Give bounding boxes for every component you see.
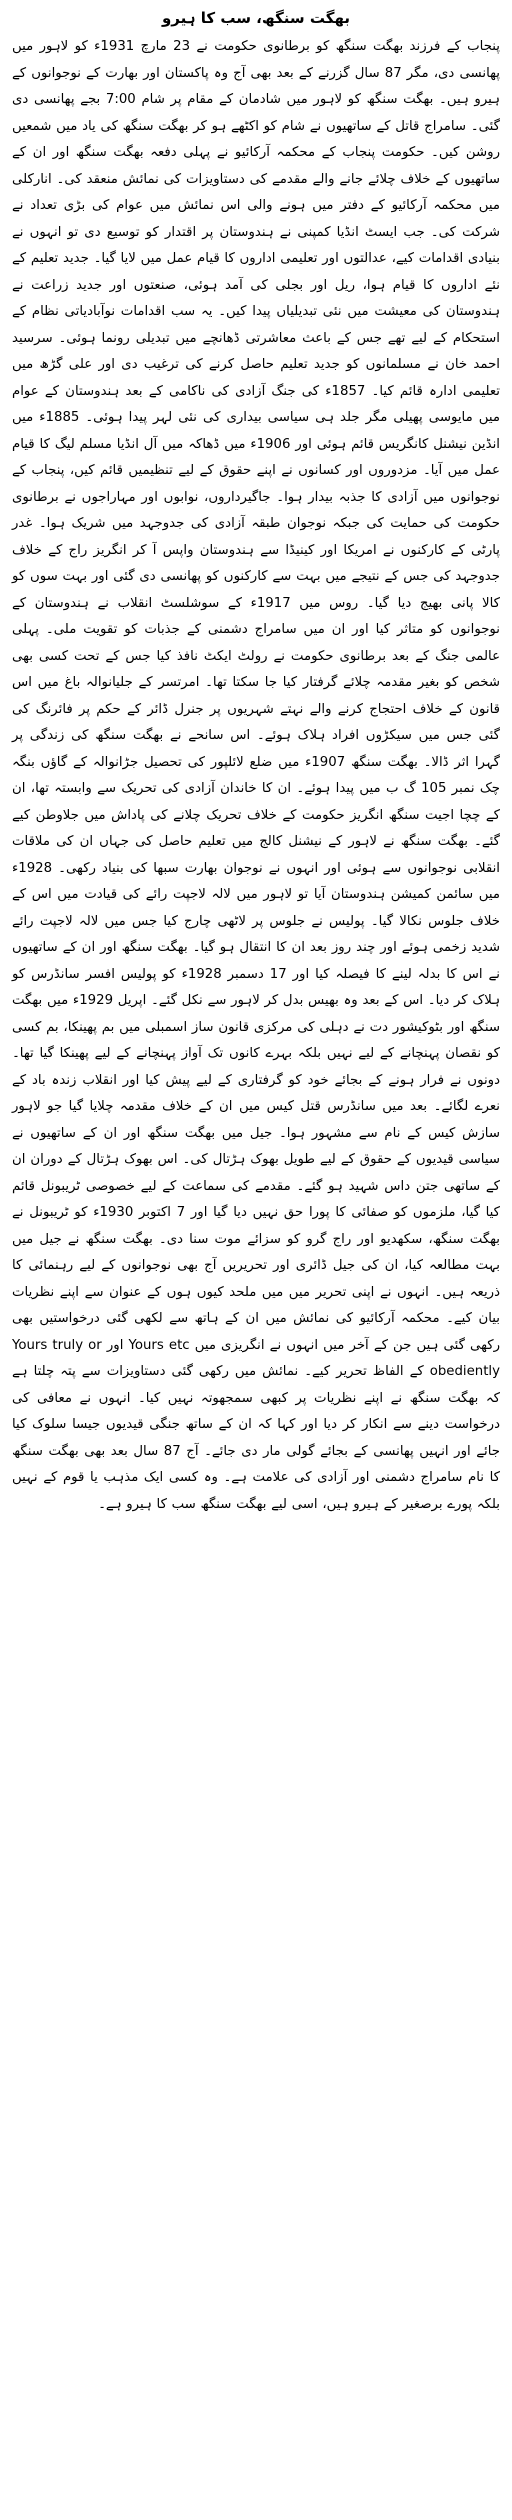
article-body: پنجاب کے فرزند بھگت سنگھ کو برطانوی حکومت نے 23 مارچ 1931ء کو لاہور میں پھانسی دی، مگر 87 سال گزرنے کے بعد بھی آج وہ پاکستان اور بھارت کے نوجوانوں کے ہیرو ہیں۔ بھگت سنگھ کو لاہور میں شادمان کے مقام پر شام 7:00 بجے پھانسی دی گئی۔ سامراج قاتل کے ساتھیوں نے شام کو اکٹھے ہو کر بھگت سنگھ کی یاد میں شمعیں روشن کیں۔ حکومت پنجاب کے محکمہ آرکائیو نے پہلی دفعہ بھگت سنگھ اور ان کے ساتھیوں کے خلاف چلائے جانے والے مقدمے کی دستاویزات کی نمائش منعقد کی۔ انارکلی میں محکمہ آرکائیو کے دفتر میں ہونے والی اس نمائش میں عوام کی بڑی تعداد نے شرکت کی۔ جب ایسٹ انڈیا کمپنی نے ہندوستان پر اقتدار کو توسیع دی تو انہوں نے بنیادی اقدامات کیے، عدالتوں اور تعلیمی اداروں کا قیام عمل میں لایا گیا۔ جدید تعلیم کے نئے اداروں کا قیام ہوا، ریل اور بجلی کی آمد ہوئی، صنعتوں اور جدید زراعت نے ہندوستان کی معیشت میں نئی تبدیلیاں پیدا کیں۔ یہ سب اقدامات نوآبادیاتی نظام کے استحکام کے لیے تھے جس کے باعث معاشرتی ڈھانچے میں تبدیلی رونما ہوئی۔ سرسید احمد خان نے مسلمانوں کو جدید تعلیم حاصل کرنے کی ترغیب دی اور علی گڑھ میں تعلیمی ادارہ قائم کیا۔ 1857ء کی جنگ آزادی کی ناکامی کے بعد ہندوستان کے عوام میں مایوسی پھیلی مگر جلد ہی سیاسی بیداری کی نئی لہر پیدا ہوئی۔ 1885ء میں انڈین نیشنل کانگریس قائم ہوئی اور 1906ء میں ڈھاکہ میں آل انڈیا مسلم لیگ کا قیام عمل میں آیا۔ مزدوروں اور کسانوں نے اپنے حقوق کے لیے تنظیمیں قائم کیں، پنجاب کے نوجوانوں میں آزادی کا جذبہ بیدار ہوا۔ جاگیرداروں، نوابوں اور مہاراجوں نے برطانوی حکومت کی حمایت کی جبکہ نوجوان طبقہ آزادی کی جدوجہد میں شریک ہوا۔ غدر پارٹی کے کارکنوں نے امریکا اور کینیڈا سے ہندوستان واپس آ کر انگریز راج کے خلاف جدوجہد کی جس کے نتیجے میں بہت سے کارکنوں کو پھانسی دی گئی اور بہت سوں کو کالا پانی بھیج دیا گیا۔ روس میں 1917ء کے سوشلسٹ انقلاب نے ہندوستان کے نوجوانوں کو متاثر کیا اور ان میں سامراج دشمنی کے جذبات کو تقویت ملی۔ پہلی عالمی جنگ کے بعد برطانوی حکومت نے رولٹ ایکٹ نافذ کیا جس کے تحت کسی بھی شخص کو بغیر مقدمہ چلائے گرفتار کیا جا سکتا تھا۔ امرتسر کے جلیانوالہ باغ میں اس قانون کے خلاف احتجاج کرنے والے نہتے شہریوں پر جنرل ڈائر کے حکم پر فائرنگ کی گئی جس میں سیکڑوں افراد ہلاک ہوئے۔ اس سانحے نے بھگت سنگھ کی زندگی پر گہرا اثر ڈالا۔ بھگت سنگھ 1907ء میں ضلع لائلپور کی تحصیل جڑانوالہ کے گاؤں بنگہ چک نمبر 105 گ ب میں پیدا ہوئے۔ ان کا خاندان آزادی کی تحریک سے وابستہ تھا، ان کے چچا اجیت سنگھ انگریز حکومت کے خلاف تحریک چلانے کی پاداش میں جلاوطن کیے گئے۔ بھگت سنگھ نے لاہور کے نیشنل کالج میں تعلیم حاصل کی جہاں ان کی ملاقات انقلابی نوجوانوں سے ہوئی اور انہوں نے نوجوان بھارت سبھا کی بنیاد رکھی۔ 1928ء میں سائمن کمیشن ہندوستان آیا تو لاہور میں لالہ لاجپت رائے کی قیادت میں اس کے خلاف جلوس نکالا گیا۔ پولیس نے جلوس پر لاٹھی چارج کیا جس میں لالہ لاجپت رائے شدید زخمی ہوئے اور چند روز بعد ان کا انتقال ہو گیا۔ بھگت سنگھ اور ان کے ساتھیوں نے اس کا بدلہ لینے کا فیصلہ کیا اور 17 دسمبر 1928ء کو پولیس افسر سانڈرس کو ہلاک کر دیا۔ اس کے بعد وہ بھیس بدل کر لاہور سے نکل گئے۔ اپریل 1929ء میں بھگت سنگھ اور بٹوکیشور دت نے دہلی کی مرکزی قانون ساز اسمبلی میں بم پھینکا، بم کسی کو نقصان پہنچانے کے لیے نہیں بلکہ بہرے کانوں تک آواز پہنچانے کے لیے پھینکا گیا تھا۔ دونوں نے فرار ہونے کے بجائے خود کو گرفتاری کے لیے پیش کیا اور انقلاب زندہ باد کے نعرے لگائے۔ بعد میں سانڈرس قتل کیس میں ان کے خلاف مقدمہ چلایا گیا جو لاہور سازش کیس کے نام سے مشہور ہوا۔ جیل میں بھگت سنگھ اور ان کے ساتھیوں نے سیاسی قیدیوں کے حقوق کے لیے طویل بھوک ہڑتال کی۔ اس بھوک ہڑتال کے دوران ان کے ساتھی جتن داس شہید ہو گئے۔ مقدمے کی سماعت کے لیے خصوصی ٹریبونل قائم کیا گیا، ملزموں کو صفائی کا پورا حق نہیں دیا گیا اور 7 اکتوبر 1930ء کو ٹریبونل نے بھگت سنگھ، سکھدیو اور راج گرو کو سزائے موت سنا دی۔ بھگت سنگھ نے جیل میں بہت مطالعہ کیا، ان کی جیل ڈائری اور تحریریں آج بھی نوجوانوں کے لیے رہنمائی کا ذریعہ ہیں۔ انہوں نے اپنی تحریر میں میں ملحد کیوں ہوں کے عنوان سے اپنے نظریات بیان کیے۔ محکمہ آرکائیو کی نمائش میں ان کے ہاتھ سے لکھی گئی درخواستیں بھی رکھی گئی ہیں جن کے آخر میں انہوں نے انگریزی میں Yours etc اور Yours truly or obediently کے الفاظ تحریر کیے۔ نمائش میں رکھی گئی دستاویزات سے پتہ چلتا ہے کہ بھگت سنگھ نے اپنے نظریات پر کبھی سمجھوتہ نہیں کیا۔ انہوں نے معافی کی درخواست دینے سے انکار کر دیا اور کہا کہ ان کے ساتھ جنگی قیدیوں جیسا سلوک کیا جائے اور انہیں پھانسی کے بجائے گولی مار دی جائے۔ آج 87 سال بعد بھی بھگت سنگھ کا نام سامراج دشمنی اور آزادی کی علامت ہے۔ وہ کسی ایک مذہب یا قوم کے نہیں بلکہ پورے برصغیر کے ہیرو ہیں، اسی لیے بھگت سنگھ سب کا ہیرو ہے۔ [11,39,501,1512]
article-title: بھگت سنگھ، سب کا ہیرو [161,9,351,27]
